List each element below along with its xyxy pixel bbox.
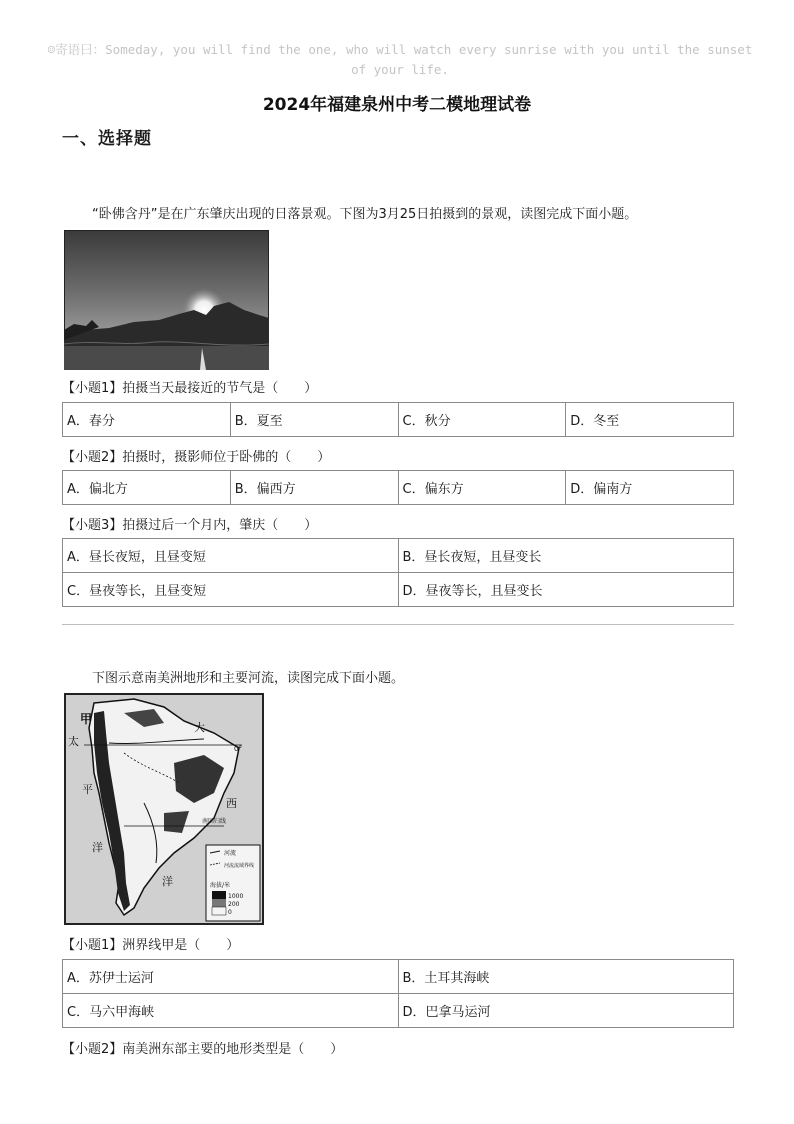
- legend-1000: 1000: [228, 893, 244, 900]
- map-label-da: 大: [194, 721, 205, 734]
- page-title: 2024年福建泉州中考二模地理试卷: [262, 95, 532, 115]
- motto-line-1: ☺寄语曰：Someday, you will find the one, who will watch every sunrise with you until the sunset: [47, 42, 753, 57]
- map-label-ping: 平: [82, 783, 93, 796]
- legend-basin-label: 河流流域界线: [224, 863, 255, 869]
- g2-q1-option-d[interactable]: D．巴拿马运河: [398, 994, 734, 1028]
- g1-q1-option-a[interactable]: A．春分: [63, 403, 231, 437]
- legend-0: 0: [228, 909, 232, 916]
- map-legend: [206, 845, 260, 921]
- g1-q1-option-d[interactable]: D．冬至: [566, 403, 734, 437]
- g1-q3-option-b[interactable]: B．昼长夜短，且昼变长: [398, 539, 734, 573]
- g2-question-1-options: [62, 959, 734, 1028]
- g1-q1-option-b[interactable]: B．夏至: [230, 403, 398, 437]
- g1-q2-option-c[interactable]: C．偏东方: [398, 471, 566, 505]
- motto-banner: [40, 40, 760, 80]
- g1-q2-option-d[interactable]: D．偏南方: [566, 471, 734, 505]
- map-label-xi: 西: [226, 797, 237, 810]
- g1-q3-option-a[interactable]: A．昼长夜短，且昼变短: [63, 539, 399, 573]
- g1-question-3-stem: 【小题3】拍摄过后一个月内，肇庆（ ）: [62, 518, 318, 533]
- g1-q3-option-c[interactable]: C．昼夜等长，且昼变短: [63, 573, 399, 607]
- g1-q2-option-b[interactable]: B．偏西方: [230, 471, 398, 505]
- g1-q2-option-a[interactable]: A．偏北方: [63, 471, 231, 505]
- g2-q1-option-b[interactable]: B．土耳其海峡: [398, 960, 734, 994]
- motto-line-2: of your life.: [351, 62, 449, 77]
- legend-river-label: 河流: [224, 850, 237, 857]
- map-label-yang-pacific: 洋: [92, 841, 103, 854]
- g1-q1-option-c[interactable]: C．秋分: [398, 403, 566, 437]
- legend-elev-label: 海拔/米: [210, 882, 231, 889]
- g1-question-2-options: [62, 470, 734, 505]
- group2-intro: 下图示意南美洲地形和主要河流，读图完成下面小题。: [92, 671, 405, 686]
- section-divider: [62, 624, 734, 625]
- g1-question-1-options: [62, 402, 734, 437]
- group1-intro: “卧佛含丹”是在广东肇庆出现的日落景观。下图为3月25日拍摄到的景观，读图完成下面小题。: [92, 207, 638, 222]
- g1-question-3-options: [62, 538, 734, 607]
- south-america-map: [64, 693, 264, 925]
- g2-question-2-stem: 【小题2】南美洲东部主要的地形类型是（ ）: [62, 1042, 344, 1057]
- sunset-photo: [64, 230, 269, 370]
- g2-q1-option-c[interactable]: C．马六甲海峡: [63, 994, 399, 1028]
- map-label-yang-atlantic: 洋: [162, 875, 173, 888]
- g1-question-2-stem: 【小题2】拍摄时，摄影师位于卧佛的（ ）: [62, 450, 331, 465]
- map-label-tropic: 南回归线: [202, 818, 227, 825]
- legend-200: 200: [228, 901, 240, 908]
- g2-question-1-stem: 【小题1】洲界线甲是（ ）: [62, 938, 240, 953]
- map-label-tai: 太: [68, 735, 79, 748]
- map-label-equator: 0°: [234, 745, 242, 753]
- section-heading: 一、选择题: [62, 129, 152, 149]
- g1-question-1-stem: 【小题1】拍摄当天最接近的节气是（ ）: [62, 381, 318, 396]
- g1-q3-option-d[interactable]: D．昼夜等长，且昼变长: [398, 573, 734, 607]
- g2-q1-option-a[interactable]: A．苏伊士运河: [63, 960, 399, 994]
- map-label-jia: 甲: [80, 712, 93, 726]
